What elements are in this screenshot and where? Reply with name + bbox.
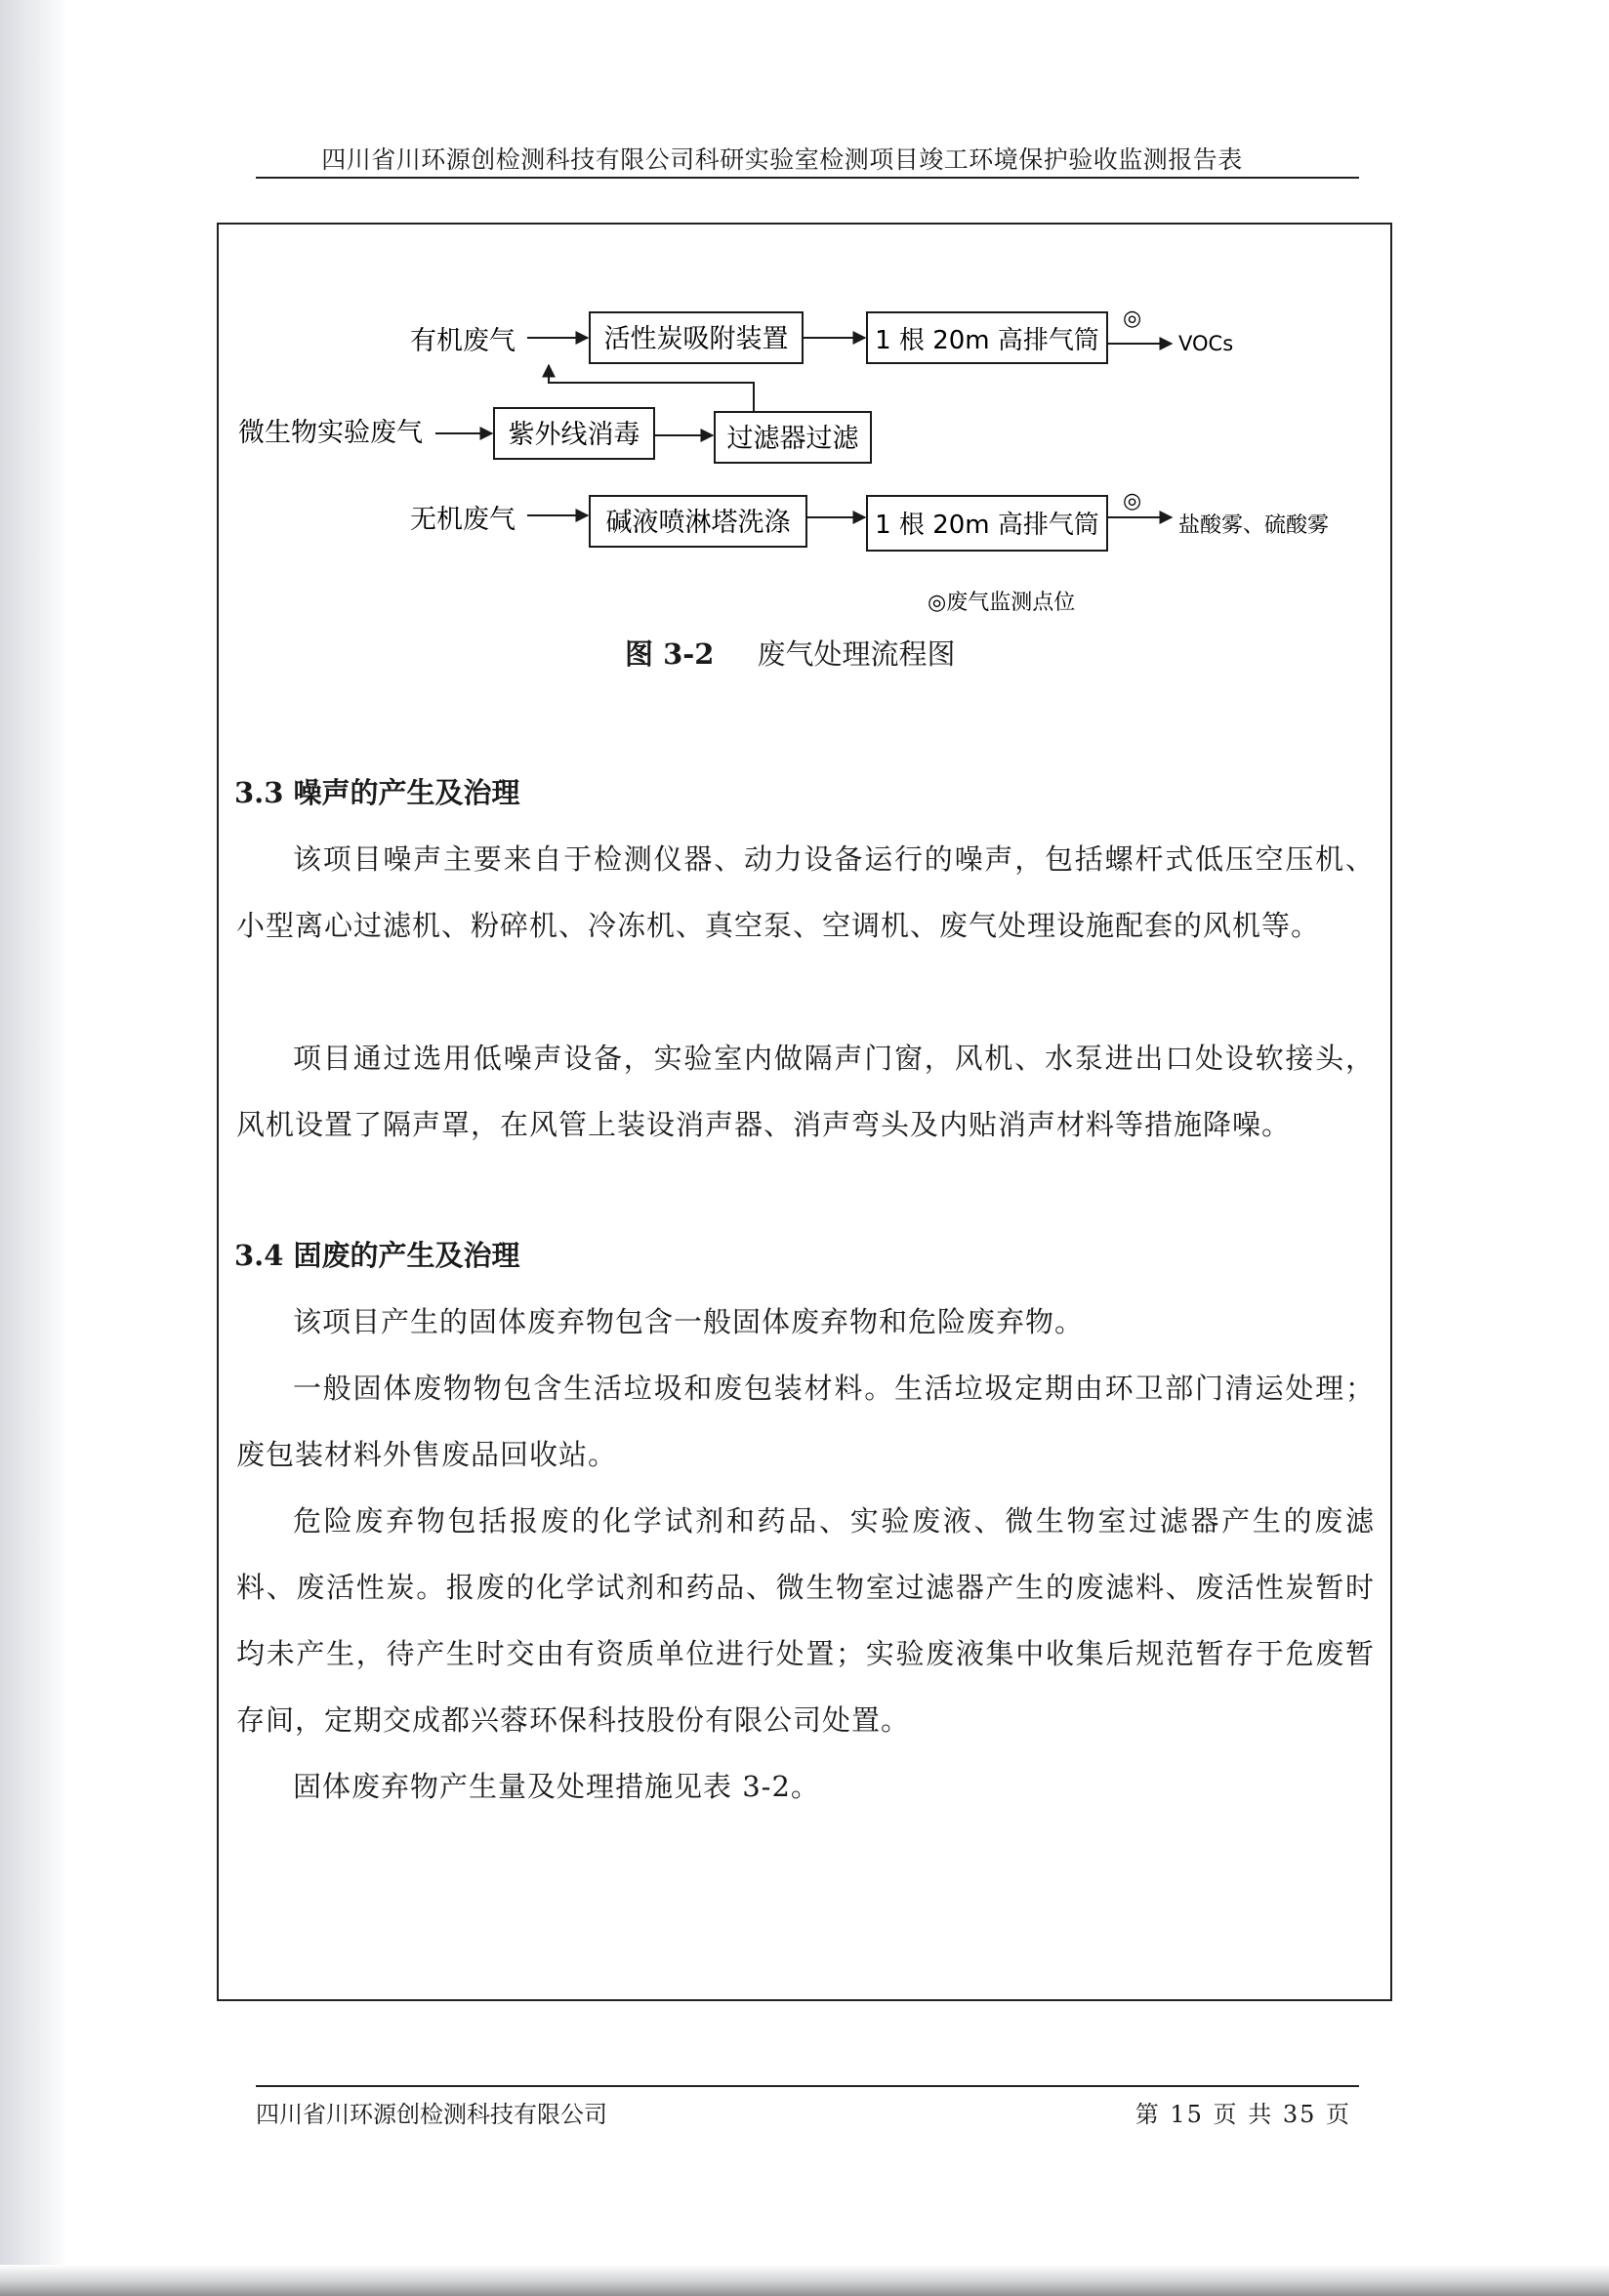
figure-title: 废气处理流程图 [757, 637, 956, 671]
box-stack-1-label: 1 根 20m 高排气筒 [875, 326, 1099, 355]
monitor-point-icon: ◎ [1123, 489, 1142, 513]
footer-company: 四川省川环源创检测科技有限公司 [256, 2101, 607, 2128]
arrow-filter-to-carbon [549, 365, 754, 412]
box-stack-2-label: 1 根 20m 高排气筒 [875, 511, 1099, 540]
box-activated-carbon-label: 活性炭吸附装置 [603, 324, 789, 354]
output-acid-mist: 盐酸雾、硫酸雾 [1178, 513, 1330, 538]
input-organic-gas: 有机废气 [410, 326, 516, 356]
section-3-4-heading: 3.4 固废的产生及治理 [234, 1239, 520, 1272]
output-vocs: VOCs [1178, 332, 1234, 355]
box-uv-label: 紫外线消毒 [508, 420, 640, 450]
input-inorganic-gas: 无机废气 [410, 505, 516, 535]
page-header-title: 四川省川环源创检测科技有限公司科研实验室检测项目竣工环境保护验收监测报告表 [321, 145, 1243, 174]
paragraph: 固体废弃物产生量及处理措施见表 3-2。 [293, 1770, 820, 1803]
scan-shadow-bottom [0, 2265, 1609, 2296]
paragraph: 一般固体废物物包含生活垃圾和废包装材料。生活垃圾定期由环卫部门清运处理；废包装材料外售废品回收站。 [236, 1372, 1375, 1471]
paragraph: 危险废弃物包括报废的化学试剂和药品、实验废液、微生物室过滤器产生的废滤料、废活性炭。报废的化学试剂和药品、微生物室过滤器产生的废滤料、废活性炭暂时均未产生，待产生时交由有资质单位进行处置；实验废液集中收集后规范暂存于危废暂存间，定期交成都兴蓉环保科技股份有限公司处置。 [236, 1504, 1375, 1737]
box-filter-label: 过滤器过滤 [726, 424, 859, 454]
flowchart-legend: ◎废气监测点位 [928, 591, 1076, 615]
page-number: 第 15 页 共 35 页 [1135, 2101, 1351, 2128]
waste-gas-flowchart [0, 0, 1609, 703]
paragraph: 项目通过选用低噪声设备，实验室内做隔声门窗，风机、水泵进出口处设软接头，风机设置了隔声罩，在风管上装设消声器、消声弯头及内贴消声材料等措施降噪。 [236, 1042, 1375, 1141]
section-3-3-heading: 3.3 噪声的产生及治理 [234, 776, 520, 809]
input-microbial-gas: 微生物实验废气 [238, 418, 423, 448]
paragraph: 该项目产生的固体废弃物包含一般固体废弃物和危险废弃物。 [293, 1305, 1085, 1338]
monitor-point-icon: ◎ [1123, 307, 1142, 331]
paragraph: 该项目噪声主要来自于检测仪器、动力设备运行的噪声，包括螺杆式低压空压机、小型离心过滤机、粉碎机、冷冻机、真空泵、空调机、废气处理设施配套的风机等。 [236, 842, 1375, 942]
figure-number: 图 3-2 [625, 637, 715, 671]
footer-rule [256, 2085, 1359, 2087]
box-scrubber-label: 碱液喷淋塔洗涤 [605, 508, 791, 538]
figure-caption [625, 633, 956, 673]
